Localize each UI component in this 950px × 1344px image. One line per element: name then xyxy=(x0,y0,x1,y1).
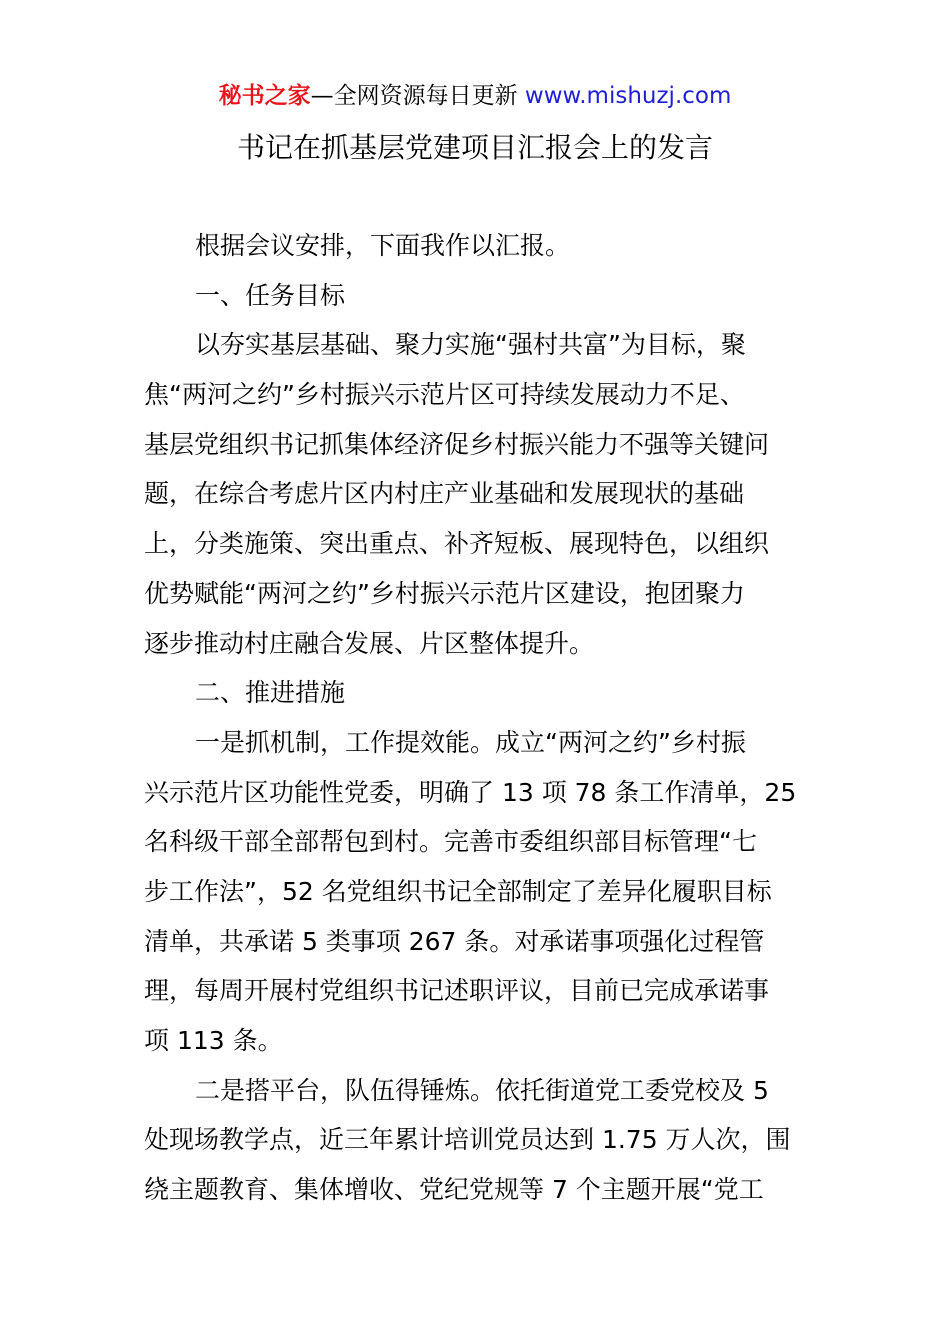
paragraph-line: 以夯实基层基础、聚力实施“强村共富”为目标，聚 xyxy=(195,330,746,360)
paragraph-line: 项 113 条。 xyxy=(144,1026,283,1055)
paragraph-line: 上，分类施策、突出重点、补齐短板、展现特色，以组织 xyxy=(144,529,770,559)
site-header xyxy=(0,80,950,112)
paragraph-line: 焦“两河之约”乡村振兴示范片区可持续发展动力不足、 xyxy=(144,380,745,410)
paragraph-line: 逐步推动村庄融合发展、片区整体提升。 xyxy=(144,628,595,658)
brand-name: 秘书之家 xyxy=(218,83,311,109)
document-body xyxy=(144,226,810,1220)
paragraph-line: 优势赋能“两河之约”乡村振兴示范片区建设，抱团聚力 xyxy=(144,578,745,608)
paragraph-line: 基层党组织书记抓集体经济促乡村振兴能力不强等关键问 xyxy=(144,429,770,459)
paragraph-line: 根据会议安排，下面我作以汇报。 xyxy=(195,231,571,260)
header-tagline: —全网资源每日更新 xyxy=(310,83,518,109)
paragraph-line: 二是搭平台，队伍得锤炼。依托街道党工委党校及 5 xyxy=(195,1075,769,1105)
paragraph-line: 一是抓机制，工作提效能。成立“两河之约”乡村振 xyxy=(195,727,746,757)
paragraph-line: 兴示范片区功能性党委，明确了 13 项 78 条工作清单，25 xyxy=(144,777,797,807)
paragraph-line: 步工作法”，52 名党组织书记全部制定了差异化履职目标 xyxy=(144,876,772,906)
section-heading: 一、任务目标 xyxy=(195,280,346,310)
document-title: 书记在抓基层党建项目汇报会上的发言 xyxy=(236,131,713,164)
paragraph-line: 名科级干部全部帮包到村。完善市委组织部目标管理“七 xyxy=(144,827,757,857)
paragraph-line: 理，每周开展村党组织书记述职评议，目前已完成承诺事 xyxy=(144,976,770,1006)
paragraph-line: 清单，共承诺 5 类事项 267 条。对承诺事项强化过程管 xyxy=(144,926,765,956)
paragraph-line: 题，在综合考虑片区内村庄产业基础和发展现状的基础 xyxy=(144,479,745,509)
paragraph-line: 绕主题教育、集体增收、党纪党规等 7 个主题开展“党工 xyxy=(144,1175,764,1205)
paragraph-line: 处现场教学点，近三年累计培训党员达到 1.75 万人次，围 xyxy=(144,1125,791,1155)
site-url-link[interactable]: www.mishuzj.com xyxy=(524,83,732,109)
section-heading: 二、推进措施 xyxy=(195,678,346,708)
